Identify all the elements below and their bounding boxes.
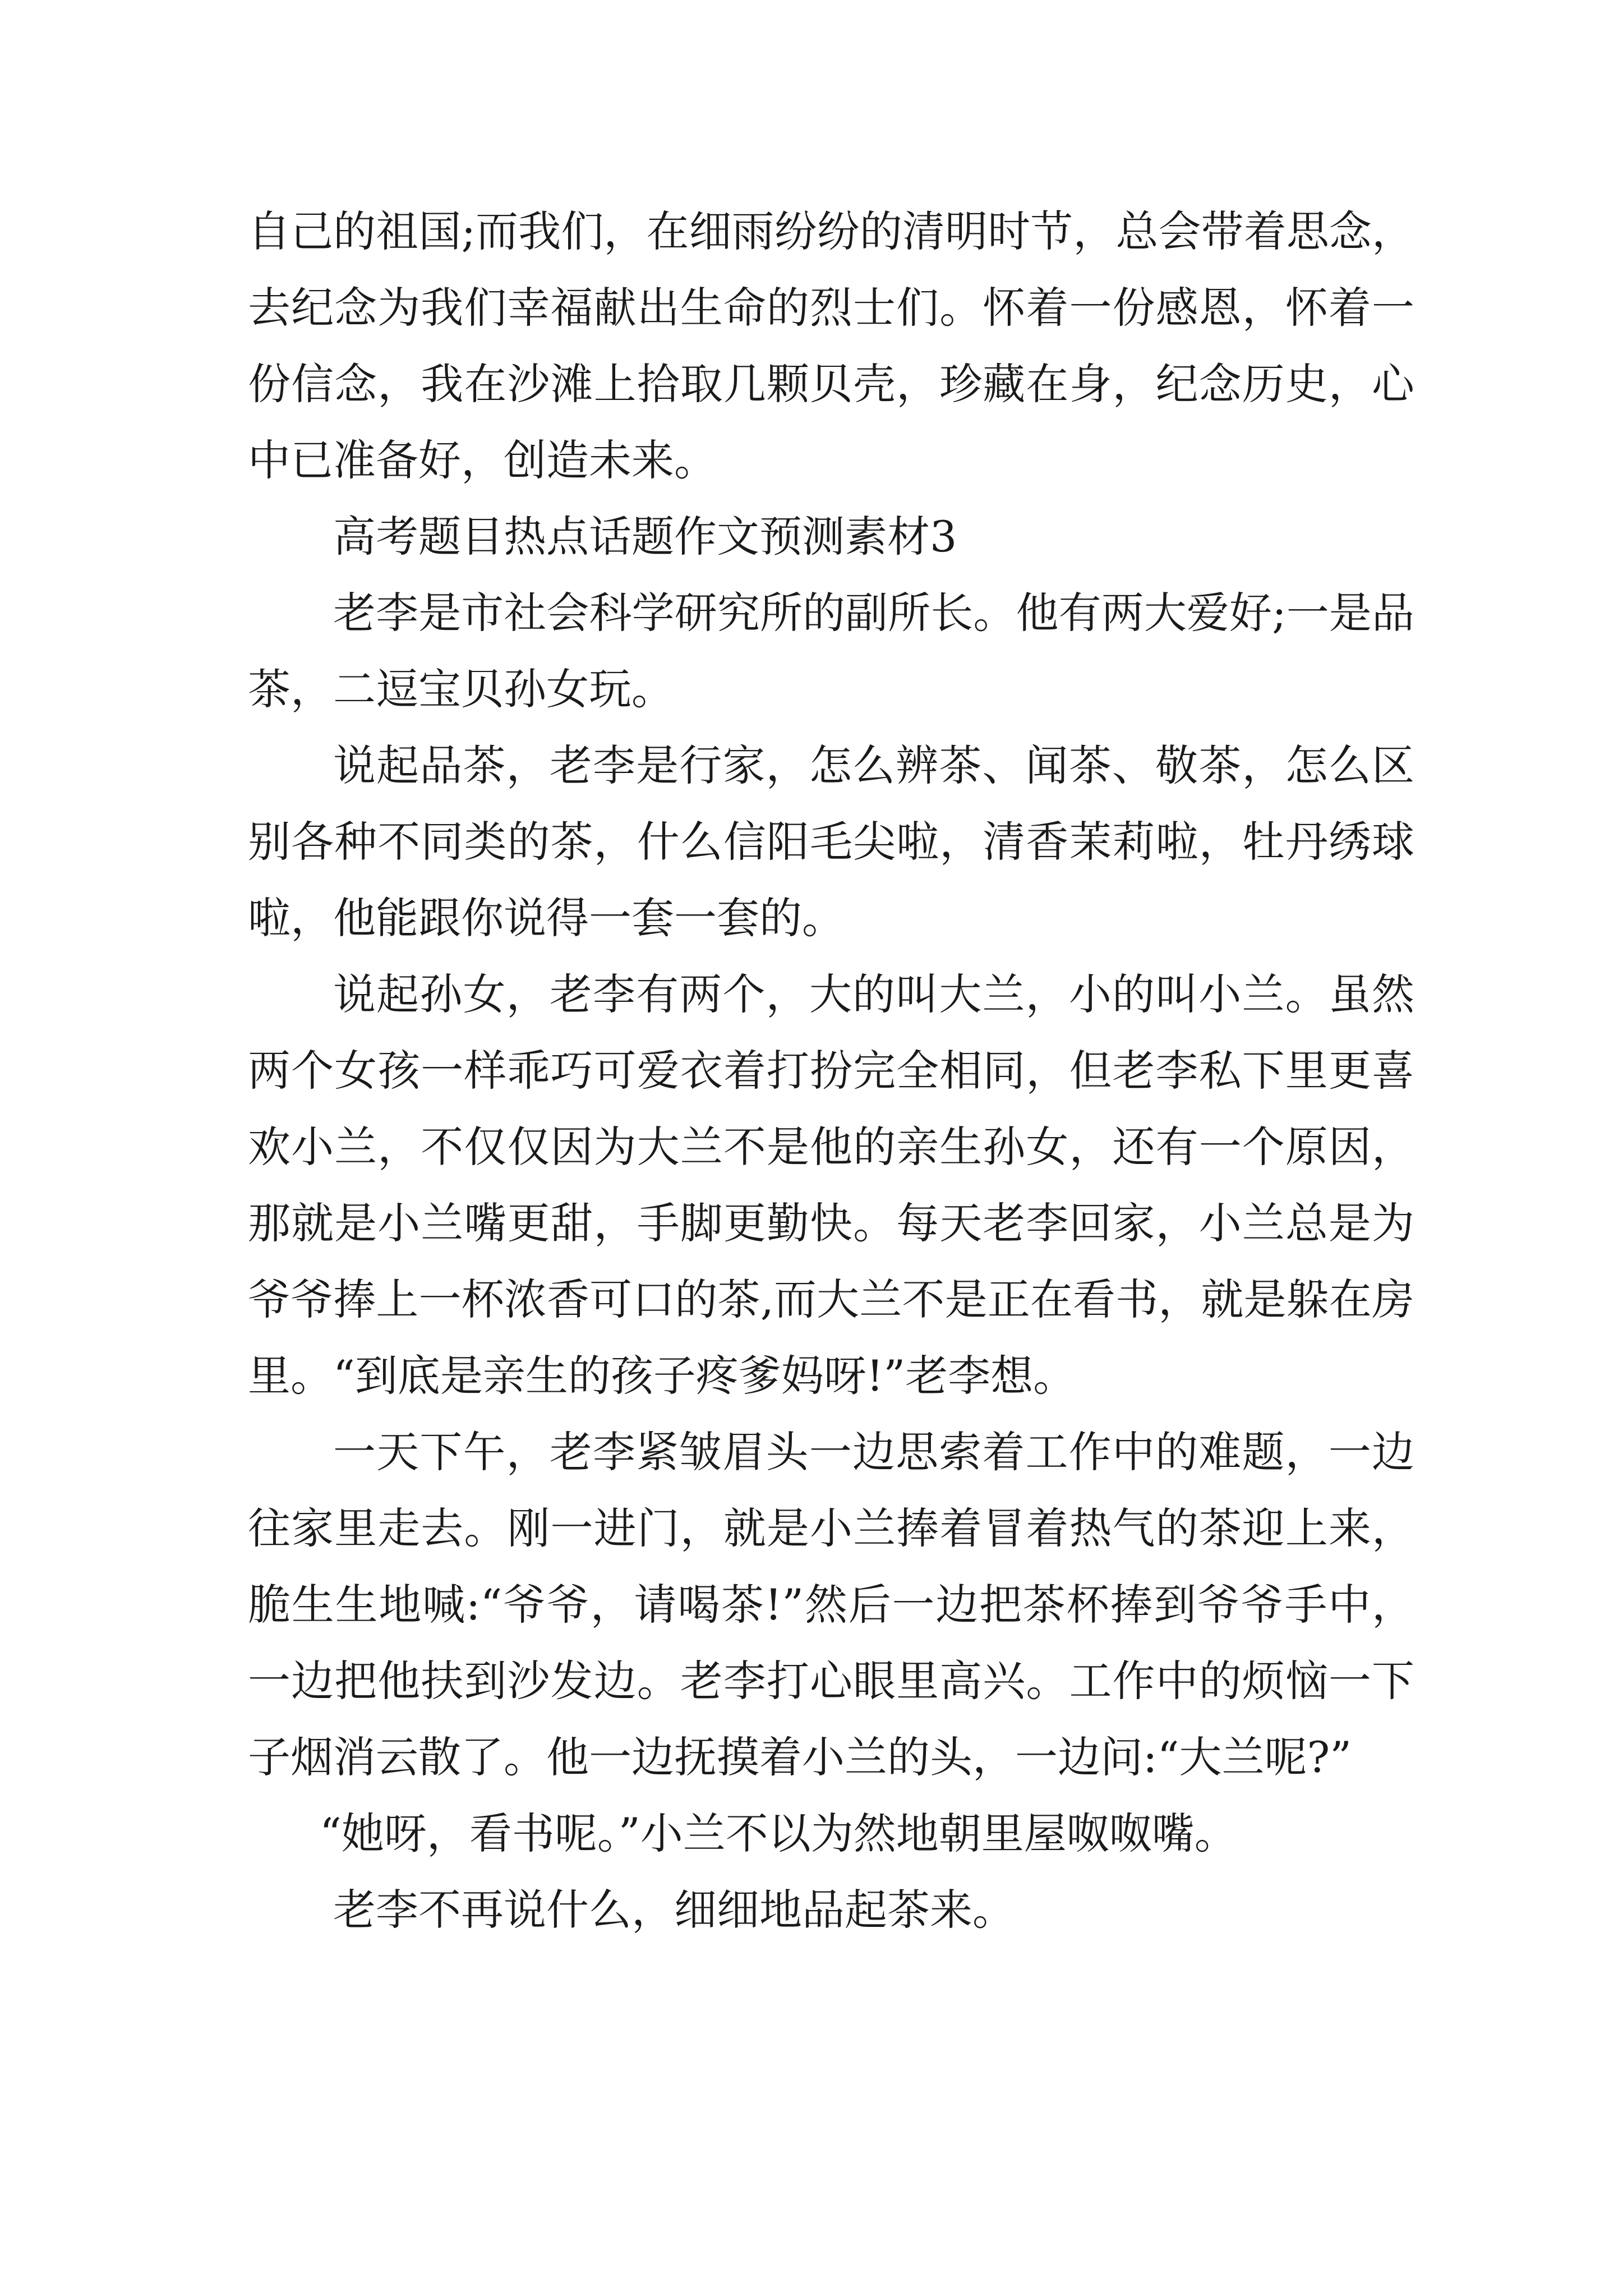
section-heading: 高考题目热点话题作文预测素材3	[333, 512, 957, 562]
paragraph: 说起孙女，老李有两个，大的叫大兰，小的叫小兰。虽然两个女孩一样乖巧可爱衣着打扮完全相同，但老李私下里更喜欢小兰，不仅仅因为大兰不是他的亲生孙女，还有一个原因，那就是小兰嘴更甜，手脚更勤快。每天老李回家，小兰总是为爷爷捧上一杯浓香可口的茶,而大兰不是正在看书，就是躲在房里。“到底是亲生的孩子疼爹妈呀!”老李想。	[248, 969, 1414, 1401]
paragraph-continuation: 自己的祖国;而我们，在细雨纷纷的清明时节，总会带着思念，去纪念为我们幸福献出生命的烈士们。怀着一份感恩，怀着一份信念，我在沙滩上拾取几颗贝壳，珍藏在身，纪念历史，心中已准备好，创造未来。	[248, 206, 1414, 485]
paragraph: 老李是市社会科学研究所的副所长。他有两大爱好;一是品茶，二逗宝贝孙女玩。	[248, 588, 1414, 714]
paragraph-dialogue: “她呀，看书呢。”小兰不以为然地朝里屋呶呶嘴。	[320, 1809, 1237, 1858]
paragraph: 老李不再说什么，细细地品起茶来。	[333, 1885, 1015, 1935]
paragraph: 一天下午，老李紧皱眉头一边思索着工作中的难题，一边往家里走去。刚一进门，就是小兰捧着冒着热气的茶迎上来，脆生生地喊:“爷爷，请喝茶!”然后一边把茶杯捧到爷爷手中，一边把他扶到沙发边。老李打心眼里高兴。工作中的烦恼一下子烟消云散了。他一边抚摸着小兰的头，一边问:“大兰呢?”	[248, 1427, 1414, 1782]
document-body	[248, 194, 1414, 1948]
paragraph: 说起品茶，老李是行家，怎么辨茶、闻茶、敬茶，怎么区别各种不同类的茶，什么信阳毛尖啦，清香茉莉啦，牡丹绣球啦，他能跟你说得一套一套的。	[248, 740, 1414, 943]
